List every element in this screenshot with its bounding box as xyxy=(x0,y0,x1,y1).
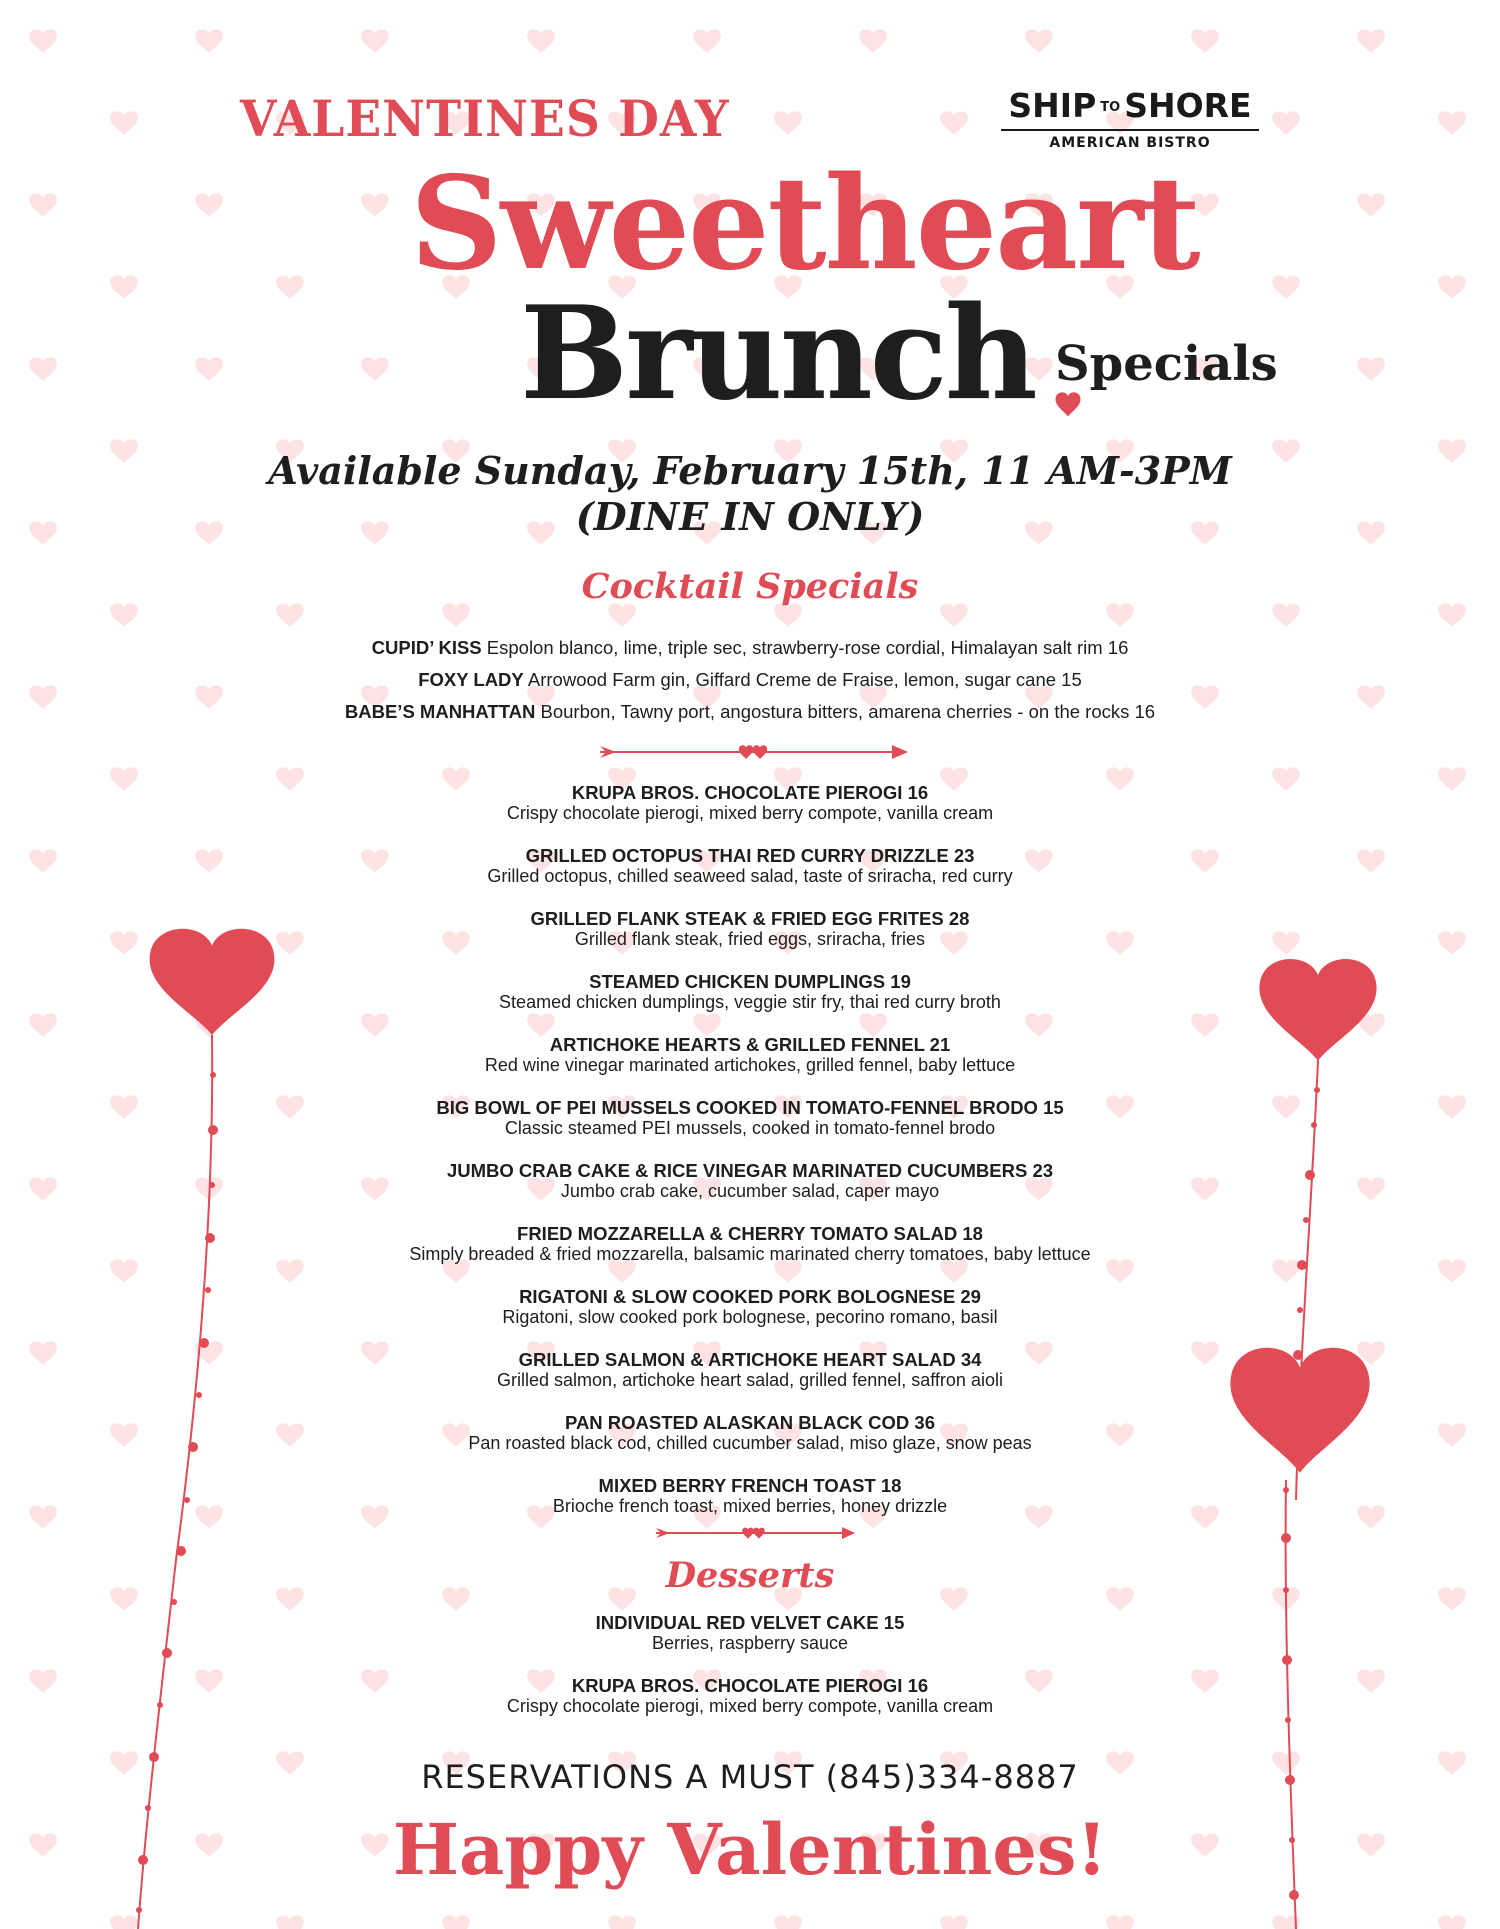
menu-item-description: Pan roasted black cod, chilled cucumber salad, miso glaze, snow peas xyxy=(468,1433,1032,1453)
menu-item xyxy=(0,1475,1500,1538)
menu-item xyxy=(0,1223,1500,1286)
menu-item-name: FRIED MOZZARELLA & CHERRY TOMATO SALAD 18 xyxy=(517,1223,983,1244)
menu-item-name: GRILLED FLANK STEAK & FRIED EGG FRITES 28 xyxy=(530,908,970,929)
menu-item xyxy=(0,1286,1500,1349)
dessert-item-description: Crispy chocolate pierogi, mixed berry compote, vanilla cream xyxy=(506,1696,994,1716)
menu-item-name: STEAMED CHICKEN DUMPLINGS 19 xyxy=(589,971,911,992)
menu-item-description: Crispy chocolate pierogi, mixed berry compote, vanilla cream xyxy=(506,803,994,823)
menu-item-name: GRILLED SALMON & ARTICHOKE HEART SALAD 34 xyxy=(518,1349,982,1370)
availability xyxy=(150,448,1350,540)
menu-item-description: Rigatoni, slow cooked pork bolognese, pecorino romano, basil xyxy=(502,1307,998,1327)
menu-item-description: Red wine vinegar marinated artichokes, grilled fennel, baby lettuce xyxy=(484,1055,1016,1075)
menu-item-name: MIXED BERRY FRENCH TOAST 18 xyxy=(598,1475,902,1496)
menu-item xyxy=(0,971,1500,1034)
menu-item-name: JUMBO CRAB CAKE & RICE VINEGAR MARINATED CUCUMBERS 23 xyxy=(446,1160,1054,1181)
menu-item xyxy=(0,1160,1500,1223)
title-brunch: Brunch xyxy=(520,279,1035,429)
menu-item-description: Jumbo crab cake, cucumber salad, caper mayo xyxy=(560,1181,940,1201)
cocktail-description: Bourbon, Tawny port, angostura bitters, amarena cherries - on the rocks 16 xyxy=(540,701,1156,722)
logo-tagline: AMERICAN BISTRO xyxy=(1049,135,1211,151)
dessert-item-name: KRUPA BROS. CHOCOLATE PIEROGI 16 xyxy=(571,1675,929,1696)
logo-divider xyxy=(1001,129,1259,131)
dessert-item-name: INDIVIDUAL RED VELVET CAKE 15 xyxy=(595,1612,905,1633)
restaurant-logo xyxy=(980,86,1280,151)
cocktail-name: BABE’S MANHATTAN xyxy=(344,701,536,722)
menu-item xyxy=(0,845,1500,908)
cocktail-section-title: Cocktail Specials xyxy=(581,566,919,607)
menu-item xyxy=(0,908,1500,971)
menu-item-name: ARTICHOKE HEARTS & GRILLED FENNEL 21 xyxy=(549,1034,951,1055)
occasion-title: VALENTINES DAY xyxy=(240,90,730,149)
menu-item-name: BIG BOWL OF PEI MUSSELS COOKED IN TOMATO-FENNEL BRODO 15 xyxy=(436,1097,1064,1118)
menu-item-name: GRILLED OCTOPUS THAI RED CURRY DRIZZLE 23 xyxy=(525,845,975,866)
menu-item-name: PAN ROASTED ALASKAN BLACK COD 36 xyxy=(564,1412,936,1433)
availability-note: (DINE IN ONLY) xyxy=(575,494,925,539)
desserts-section-title: Desserts xyxy=(665,1555,835,1596)
closing-message: Happy Valentines! xyxy=(392,1808,1108,1891)
dessert-item xyxy=(0,1675,1500,1738)
menu-item-description: Simply breaded & fried mozzarella, balsamic marinated cherry tomatoes, baby lettuce xyxy=(409,1244,1091,1264)
dessert-item xyxy=(0,1612,1500,1675)
menu-item-description: Steamed chicken dumplings, veggie stir fry, thai red curry broth xyxy=(499,992,1001,1012)
cocktail-item xyxy=(0,696,1500,728)
menu-item xyxy=(0,782,1500,845)
cocktail-list xyxy=(0,632,1500,728)
cocktail-item xyxy=(0,632,1500,664)
title-sweetheart: Sweetheart xyxy=(410,149,1199,299)
menu-item-description: Grilled flank steak, fried eggs, sriracha, fries xyxy=(574,929,926,949)
logo-name-left: SHIP xyxy=(1008,86,1097,125)
menu-item-description: Grilled octopus, chilled seaweed salad, taste of sriracha, red curry xyxy=(487,866,1013,886)
menu-item xyxy=(0,1412,1500,1475)
cocktail-name: FOXY LADY xyxy=(418,669,524,690)
menu-item xyxy=(0,1034,1500,1097)
menu-item-name: RIGATONI & SLOW COOKED PORK BOLOGNESE 29 xyxy=(519,1286,981,1307)
menu-item-description: Classic steamed PEI mussels, cooked in tomato-fennel brodo xyxy=(504,1118,996,1138)
menu-item xyxy=(0,1349,1500,1412)
menu-item xyxy=(0,1097,1500,1160)
cocktail-name: CUPID’ KISS xyxy=(371,637,482,658)
logo-name-mid: TO xyxy=(1100,100,1121,115)
brunch-menu-list xyxy=(0,782,1500,1538)
reservations-line: RESERVATIONS A MUST (845)334-8887 xyxy=(421,1758,1079,1796)
logo-name-right: SHORE xyxy=(1124,86,1252,125)
menu-item-description: Brioche french toast, mixed berries, honey drizzle xyxy=(552,1496,948,1516)
logo-wordmark xyxy=(980,86,1280,125)
title-specials: Specials xyxy=(1055,336,1278,392)
cocktail-item xyxy=(0,664,1500,696)
dessert-item-description: Berries, raspberry sauce xyxy=(651,1633,849,1653)
cocktail-description: Arrowood Farm gin, Giffard Creme de Fraise, lemon, sugar cane 15 xyxy=(527,669,1082,690)
availability-date: Available Sunday, February 15th, 11 AM-3PM xyxy=(268,448,1232,493)
menu-item-description: Grilled salmon, artichoke heart salad, grilled fennel, saffron aioli xyxy=(497,1370,1003,1390)
menu-item-name: KRUPA BROS. CHOCOLATE PIEROGI 16 xyxy=(571,782,929,803)
desserts-list xyxy=(0,1612,1500,1738)
cocktail-description: Espolon blanco, lime, triple sec, strawberry-rose cordial, Himalayan salt rim 16 xyxy=(486,637,1129,658)
